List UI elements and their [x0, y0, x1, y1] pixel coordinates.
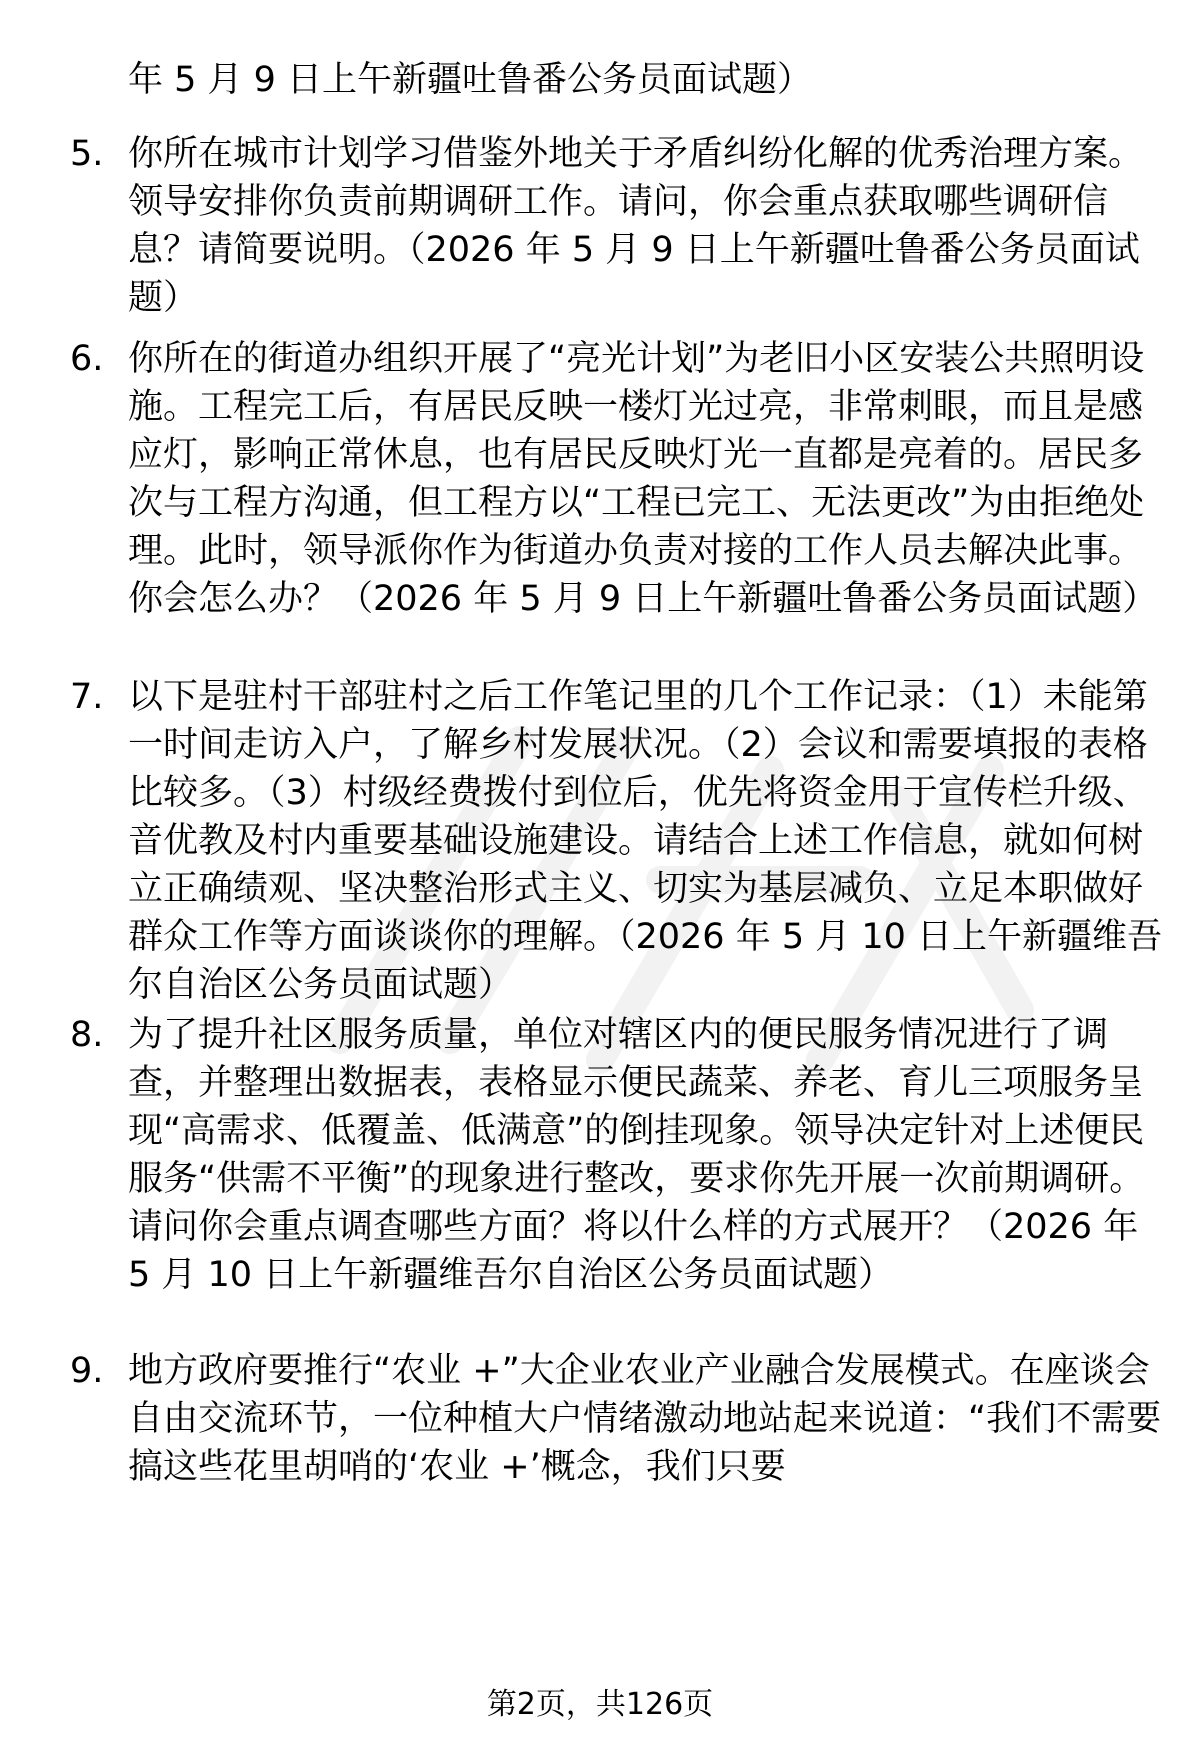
question-text: 以下是驻村干部驻村之后工作笔记里的几个工作记录：（1）未能第一时间走访入户，了解乡村发展状况。（2）会议和需要填报的表格比较多。（3）村级经费拨付到位后，优先将资金用于宣传栏升级、音优教及村内重要基础设施建设。请结合上述工作信息，就如何树立正确绩观、坚决整治形式主义、切实为基层减负、立足本职做好群众工作等方面谈谈你的理解。（2026 年 5 月 10 日上午新疆维吾尔自治区公务员面试题）	[128, 677, 1163, 1005]
question-text: 你所在的街道办组织开展了“亮光计划”为老旧小区安装公共照明设施。工程完工后，有居民反映一楼灯光过亮，非常刺眼，而且是感应灯，影响正常休息，也有居民反映灯光一直都是亮着的。居民多次与工程方沟通，但工程方以“工程已完工、无法更改”为由拒绝处理。此时，领导派你作为街道办负责对接的工作人员去解决此事。你会怎么办？（2026 年 5 月 9 日上午新疆吐鲁番公务员面试题）	[128, 339, 1158, 619]
question-number: 6.	[70, 339, 104, 379]
question-text: 你所在城市计划学习借鉴外地关于矛盾纠纷化解的优秀治理方案。领导安排你负责前期调研工作。请问，你会重点获取哪些调研信息？请简要说明。（2026 年 5 月 9 日上午新疆吐鲁番公务员面试题）	[128, 134, 1144, 318]
question-number: 9.	[70, 1351, 104, 1391]
question-continuation: 年 5 月 9 日上午新疆吐鲁番公务员面试题）	[128, 60, 813, 100]
page-footer: 第2页，共126页	[486, 1687, 714, 1722]
question-number: 7.	[70, 677, 104, 717]
question-text: 为了提升社区服务质量，单位对辖区内的便民服务情况进行了调查，并整理出数据表，表格显示便民蔬菜、养老、育儿三项服务呈现“高需求、低覆盖、低满意”的倒挂现象。领导决定针对上述便民服务“供需不平衡”的现象进行整改，要求你先开展一次前期调研。请问你会重点调查哪些方面？将以什么样的方式展开？（2026 年 5 月 10 日上午新疆维吾尔自治区公务员面试题）	[128, 1015, 1145, 1295]
question-number: 8.	[70, 1015, 104, 1055]
question-text: 地方政府要推行“农业 +”大企业农业产业融合发展模式。在座谈会自由交流环节，一位种植大户情绪激动地站起来说道：“我们不需要搞这些花里胡哨的‘农业 +’概念，我们只要	[128, 1351, 1162, 1487]
question-number: 5.	[70, 134, 104, 174]
